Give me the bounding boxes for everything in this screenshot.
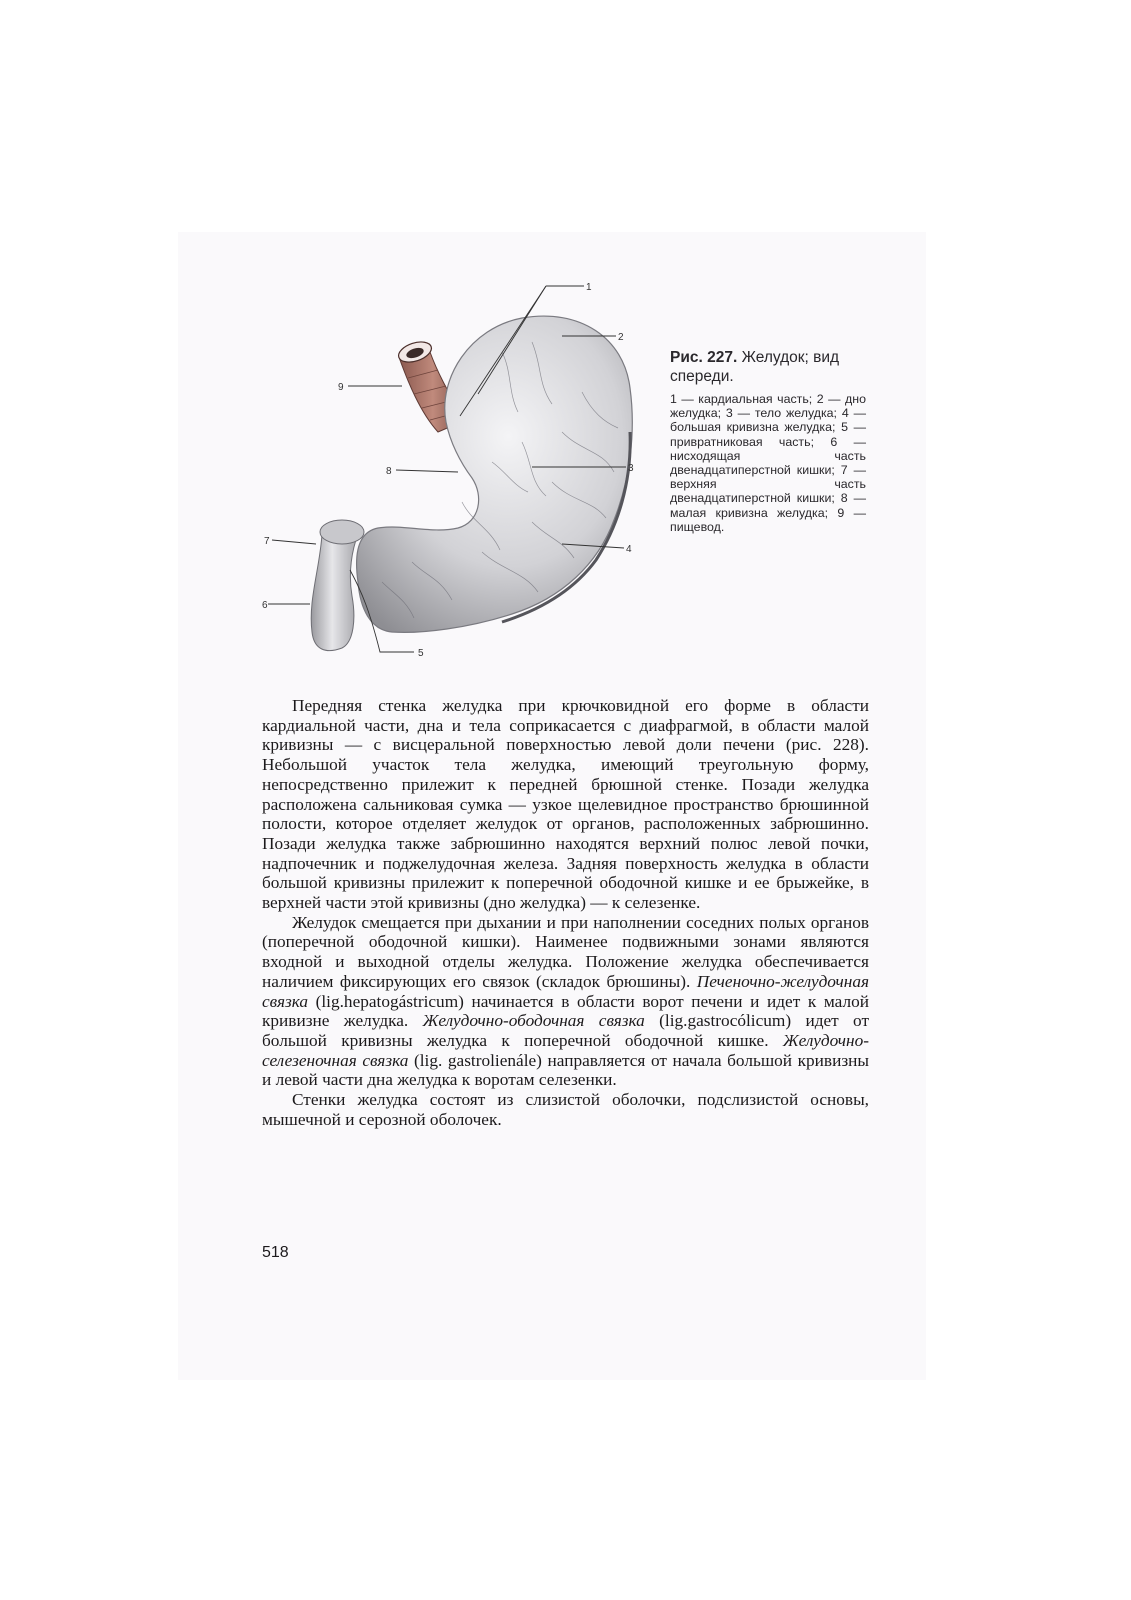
text-run: (lig.gastrocólicum) идет от большой кривизны желудка к поперечной ободочной кишке. — [262, 1011, 870, 1050]
caption-label: Рис. 227. — [670, 349, 738, 366]
body-text — [262, 696, 869, 1129]
caption-heading — [670, 348, 866, 386]
caption-legend — [670, 392, 866, 534]
callout-4: 4 — [626, 544, 632, 555]
legend-item: 7 — верхняя часть двенадцатиперстной кишки; — [670, 463, 866, 506]
text-run: (lig. gastrolienále) направляется от начала большой кривизны и левой части дна желудка к воротам селезенки. — [262, 1050, 870, 1090]
paragraph: Передняя стенка желудка при крючковидной его форме в области кардиальной части, дна и тела соприкасается с диафрагмой, в области малой кривизны — с висцеральной поверхностью левой доли печени (рис. 228). Небольшой участок тела желудка, имеющий треугольную форму, непосредственно прилежит к передней брюшной стенке. Позади желудка расположена сальниковая сумка — узкое щелевидное пространство брюшинной полости, которое отделяет желудок от органов, расположенных забрюшинно. Позади желудка также забрюшинно находятся верхний полюс левой почки, надпочечник и поджелудочная железа. Задняя поверхность желудка в области большой кривизны прилежит к поперечной ободочной кишке и ее брыжейке, в верхней части этой кривизны (дно желудка) — к селезенке. — [262, 696, 869, 913]
legend-item: 4 — большая кривизна желудка; — [670, 406, 866, 435]
duodenum — [311, 520, 364, 651]
callout-1: 1 — [586, 282, 592, 293]
callout-3: 3 — [628, 463, 634, 474]
figure-caption — [670, 348, 866, 534]
callout-6: 6 — [262, 600, 268, 611]
legend-item: 9 — пищевод. — [670, 505, 866, 534]
legend-item: 2 — дно желудка; — [670, 392, 866, 421]
term-gastrocolic-ligament: Желудочно-ободочная связка — [422, 1011, 645, 1031]
paragraph: Стенки желудка состоят из слизистой оболочки, подслизистой основы, мышечной и серозной оболочек. — [262, 1090, 869, 1129]
callout-8: 8 — [386, 466, 392, 477]
text-run: (lig.hepatogástricum) начинается в области ворот печени и идет к малой кривизне желудка. — [262, 991, 869, 1031]
text-run: Желудок смещается при дыхании и при наполнении соседних полых органов (поперечной ободочной кишки). Наименее подвижными зонами являются входной и выходной отделы желудка. Положение желудка обеспечивается наличием фиксирующих его связок (складок брюшины). — [262, 912, 869, 991]
legend-item: 8 — малая кривизна желудка; — [670, 491, 866, 520]
callout-7: 7 — [264, 536, 270, 547]
term-hepatogastric-ligament: Печеночно-желудочная связка — [262, 971, 869, 1011]
paragraph — [262, 913, 869, 1090]
callout-2: 2 — [618, 332, 624, 343]
callout-9: 9 — [338, 382, 344, 393]
stomach-illustration — [262, 282, 652, 672]
legend-item: 5 — привратниковая часть; — [670, 420, 866, 449]
legend-item: 3 — тело желудка; — [725, 406, 838, 421]
legend-item: 6 — нисходящая часть двенадцатиперстной кишки; — [670, 434, 866, 478]
legend-item: 1 — кардиальная часть; — [670, 392, 813, 406]
callout-5: 5 — [418, 648, 424, 659]
caption-title: Желудок; вид спереди. — [670, 349, 840, 385]
page-number: 518 — [262, 1244, 289, 1261]
term-gastrosplenic-ligament: Желудочно-селезеночная связка — [262, 1030, 869, 1070]
